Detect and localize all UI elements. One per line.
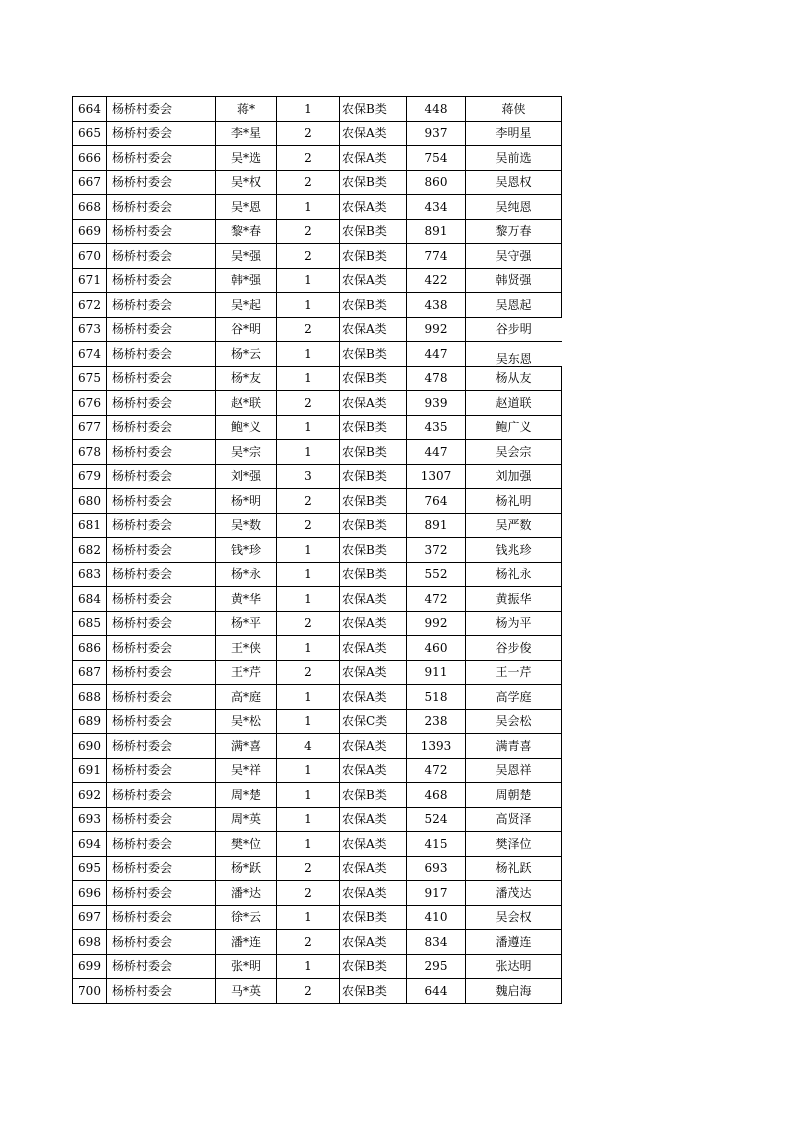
count-cell: 1 [277,97,340,122]
full-name-cell: 谷步明 [466,317,562,342]
amount-cell: 891 [407,513,466,538]
masked-name-cell: 黎*春 [216,219,277,244]
table-row [73,440,562,465]
count-cell: 1 [277,440,340,465]
full-name-cell: 赵道联 [466,391,562,416]
amount-cell: 472 [407,587,466,612]
amount-cell: 774 [407,244,466,269]
amount-cell: 447 [407,342,466,367]
village-cell: 杨桥村委会 [107,636,216,661]
category-cell: 农保B类 [340,293,407,318]
row-number-cell: 697 [73,905,107,930]
village-cell: 杨桥村委会 [107,685,216,710]
masked-name-cell: 刘*强 [216,464,277,489]
category-cell: 农保A类 [340,268,407,293]
masked-name-cell: 吴*强 [216,244,277,269]
table-row [73,636,562,661]
count-cell: 1 [277,366,340,391]
full-name-cell: 吴严数 [466,513,562,538]
village-cell: 杨桥村委会 [107,170,216,195]
category-cell: 农保A类 [340,930,407,955]
category-cell: 农保B类 [340,538,407,563]
row-number-cell: 682 [73,538,107,563]
count-cell: 2 [277,391,340,416]
amount-cell: 438 [407,293,466,318]
masked-name-cell: 徐*云 [216,905,277,930]
village-cell: 杨桥村委会 [107,758,216,783]
village-cell: 杨桥村委会 [107,146,216,171]
table-row [73,317,562,342]
full-name-cell: 吴会宗 [466,440,562,465]
row-number-cell: 689 [73,709,107,734]
masked-name-cell: 张*明 [216,954,277,979]
amount-cell: 937 [407,121,466,146]
table-row [73,807,562,832]
row-number-cell: 685 [73,611,107,636]
full-name-cell: 黎万春 [466,219,562,244]
village-cell: 杨桥村委会 [107,317,216,342]
masked-name-cell: 吴*松 [216,709,277,734]
full-name-cell: 鲍广义 [466,415,562,440]
count-cell: 1 [277,342,340,367]
count-cell: 3 [277,464,340,489]
amount-cell: 754 [407,146,466,171]
village-cell: 杨桥村委会 [107,538,216,563]
village-cell: 杨桥村委会 [107,979,216,1004]
full-name-cell: 吴纯恩 [466,195,562,220]
table-row [73,293,562,318]
count-cell: 2 [277,244,340,269]
village-cell: 杨桥村委会 [107,856,216,881]
full-name-cell: 吴前选 [466,146,562,171]
category-cell: 农保A类 [340,587,407,612]
category-cell: 农保B类 [340,97,407,122]
row-number-cell: 680 [73,489,107,514]
masked-name-cell: 黄*华 [216,587,277,612]
masked-name-cell: 吴*宗 [216,440,277,465]
category-cell: 农保B类 [340,783,407,808]
amount-cell: 295 [407,954,466,979]
category-cell: 农保B类 [340,905,407,930]
row-number-cell: 681 [73,513,107,538]
amount-cell: 693 [407,856,466,881]
village-cell: 杨桥村委会 [107,513,216,538]
table-row [73,979,562,1004]
masked-name-cell: 潘*连 [216,930,277,955]
amount-cell: 435 [407,415,466,440]
row-number-cell: 677 [73,415,107,440]
row-number-cell: 670 [73,244,107,269]
full-name-cell: 吴恩起 [466,293,562,318]
count-cell: 1 [277,685,340,710]
full-name-cell: 吴守强 [466,244,562,269]
count-cell: 1 [277,562,340,587]
amount-cell: 524 [407,807,466,832]
category-cell: 农保B类 [340,415,407,440]
row-number-cell: 684 [73,587,107,612]
masked-name-cell: 吴*起 [216,293,277,318]
table-row [73,562,562,587]
table-row [73,366,562,391]
category-cell: 农保B类 [340,464,407,489]
category-cell: 农保A类 [340,121,407,146]
category-cell: 农保A类 [340,636,407,661]
count-cell: 2 [277,121,340,146]
table-row [73,391,562,416]
table-row [73,146,562,171]
village-cell: 杨桥村委会 [107,366,216,391]
masked-name-cell: 周*楚 [216,783,277,808]
count-cell: 1 [277,415,340,440]
row-number-cell: 673 [73,317,107,342]
amount-cell: 447 [407,440,466,465]
row-number-cell: 666 [73,146,107,171]
amount-cell: 410 [407,905,466,930]
category-cell: 农保A类 [340,146,407,171]
category-cell: 农保B类 [340,219,407,244]
category-cell: 农保C类 [340,709,407,734]
amount-cell: 992 [407,611,466,636]
full-name-cell: 蒋侠 [466,97,562,122]
village-cell: 杨桥村委会 [107,97,216,122]
category-cell: 农保B类 [340,440,407,465]
category-cell: 农保A类 [340,317,407,342]
full-name-cell: 刘加强 [466,464,562,489]
table-row [73,856,562,881]
amount-cell: 468 [407,783,466,808]
masked-name-cell: 樊*位 [216,832,277,857]
village-cell: 杨桥村委会 [107,268,216,293]
category-cell: 农保A类 [340,807,407,832]
amount-cell: 372 [407,538,466,563]
amount-cell: 422 [407,268,466,293]
village-cell: 杨桥村委会 [107,391,216,416]
masked-name-cell: 潘*达 [216,881,277,906]
row-number-cell: 686 [73,636,107,661]
row-number-cell: 691 [73,758,107,783]
category-cell: 农保A类 [340,611,407,636]
village-cell: 杨桥村委会 [107,293,216,318]
village-cell: 杨桥村委会 [107,219,216,244]
full-name-cell: 王一芹 [466,660,562,685]
row-number-cell: 683 [73,562,107,587]
masked-name-cell: 马*英 [216,979,277,1004]
table-row [73,513,562,538]
category-cell: 农保A类 [340,832,407,857]
masked-name-cell: 杨*云 [216,342,277,367]
full-name-cell: 满青喜 [466,734,562,759]
count-cell: 2 [277,856,340,881]
category-cell: 农保B类 [340,366,407,391]
table-row [73,97,562,122]
count-cell: 2 [277,317,340,342]
full-name-cell: 张达明 [466,954,562,979]
category-cell: 农保B类 [340,170,407,195]
full-name-cell: 黄振华 [466,587,562,612]
masked-name-cell: 杨*平 [216,611,277,636]
masked-name-cell: 王*侠 [216,636,277,661]
row-number-cell: 696 [73,881,107,906]
table-row [73,881,562,906]
full-name-cell: 吴恩祥 [466,758,562,783]
table-row [73,832,562,857]
village-cell: 杨桥村委会 [107,905,216,930]
full-name-cell: 杨礼明 [466,489,562,514]
table-row [73,905,562,930]
village-cell: 杨桥村委会 [107,342,216,367]
full-name-cell: 潘茂达 [466,881,562,906]
row-number-cell: 687 [73,660,107,685]
masked-name-cell: 谷*明 [216,317,277,342]
row-number-cell: 693 [73,807,107,832]
masked-name-cell: 王*芹 [216,660,277,685]
masked-name-cell: 吴*祥 [216,758,277,783]
row-number-cell: 692 [73,783,107,808]
row-number-cell: 665 [73,121,107,146]
category-cell: 农保A类 [340,391,407,416]
table-row [73,783,562,808]
masked-name-cell: 杨*跃 [216,856,277,881]
category-cell: 农保B类 [340,954,407,979]
amount-cell: 460 [407,636,466,661]
row-number-cell: 674 [73,342,107,367]
full-name-cell: 周朝楚 [466,783,562,808]
masked-name-cell: 吴*选 [216,146,277,171]
category-cell: 农保A类 [340,758,407,783]
row-number-cell: 669 [73,219,107,244]
amount-cell: 448 [407,97,466,122]
count-cell: 1 [277,709,340,734]
masked-name-cell: 鲍*义 [216,415,277,440]
count-cell: 2 [277,513,340,538]
full-name-cell: 潘遵连 [466,930,562,955]
village-cell: 杨桥村委会 [107,783,216,808]
village-cell: 杨桥村委会 [107,121,216,146]
count-cell: 1 [277,783,340,808]
allowance-table [72,96,562,1004]
amount-cell: 478 [407,366,466,391]
table-row [73,489,562,514]
table-row [73,268,562,293]
table-body [73,97,562,1004]
amount-cell: 939 [407,391,466,416]
amount-cell: 891 [407,219,466,244]
full-name-cell: 钱兆珍 [466,538,562,563]
full-name-cell: 樊泽位 [466,832,562,857]
full-name-cell: 韩贤强 [466,268,562,293]
masked-name-cell: 韩*强 [216,268,277,293]
category-cell: 农保A类 [340,685,407,710]
village-cell: 杨桥村委会 [107,807,216,832]
count-cell: 2 [277,660,340,685]
masked-name-cell: 吴*权 [216,170,277,195]
count-cell: 1 [277,832,340,857]
table-row [73,685,562,710]
full-name-cell: 吴东恩 [466,342,562,367]
row-number-cell: 695 [73,856,107,881]
full-name-cell: 吴会权 [466,905,562,930]
masked-name-cell: 周*英 [216,807,277,832]
masked-name-cell: 钱*珍 [216,538,277,563]
masked-name-cell: 吴*数 [216,513,277,538]
amount-cell: 917 [407,881,466,906]
full-name-cell: 杨从友 [466,366,562,391]
table-row [73,244,562,269]
count-cell: 1 [277,587,340,612]
amount-cell: 552 [407,562,466,587]
amount-cell: 518 [407,685,466,710]
amount-cell: 1393 [407,734,466,759]
table-row [73,734,562,759]
full-name-cell: 吴会松 [466,709,562,734]
village-cell: 杨桥村委会 [107,832,216,857]
full-name-cell: 杨礼永 [466,562,562,587]
amount-cell: 472 [407,758,466,783]
amount-cell: 644 [407,979,466,1004]
full-name-cell: 高贤泽 [466,807,562,832]
village-cell: 杨桥村委会 [107,734,216,759]
count-cell: 1 [277,636,340,661]
count-cell: 1 [277,195,340,220]
category-cell: 农保B类 [340,489,407,514]
table-row [73,709,562,734]
table-row [73,121,562,146]
category-cell: 农保A类 [340,195,407,220]
village-cell: 杨桥村委会 [107,587,216,612]
masked-name-cell: 满*喜 [216,734,277,759]
masked-name-cell: 杨*明 [216,489,277,514]
count-cell: 1 [277,807,340,832]
amount-cell: 1307 [407,464,466,489]
category-cell: 农保B类 [340,342,407,367]
village-cell: 杨桥村委会 [107,709,216,734]
table-row [73,758,562,783]
category-cell: 农保B类 [340,562,407,587]
full-name-cell: 杨礼跃 [466,856,562,881]
table-row [73,195,562,220]
row-number-cell: 672 [73,293,107,318]
count-cell: 2 [277,219,340,244]
full-name-cell: 吴恩权 [466,170,562,195]
category-cell: 农保A类 [340,856,407,881]
amount-cell: 911 [407,660,466,685]
village-cell: 杨桥村委会 [107,930,216,955]
masked-name-cell: 杨*友 [216,366,277,391]
table-row [73,930,562,955]
table-row [73,415,562,440]
count-cell: 1 [277,905,340,930]
village-cell: 杨桥村委会 [107,660,216,685]
table-row [73,464,562,489]
full-name-cell: 杨为平 [466,611,562,636]
table-row [73,611,562,636]
row-number-cell: 694 [73,832,107,857]
table-row [73,587,562,612]
masked-name-cell: 吴*恩 [216,195,277,220]
full-name-cell: 高学庭 [466,685,562,710]
village-cell: 杨桥村委会 [107,611,216,636]
count-cell: 1 [277,268,340,293]
amount-cell: 992 [407,317,466,342]
count-cell: 2 [277,611,340,636]
count-cell: 2 [277,979,340,1004]
table-row [73,342,562,367]
row-number-cell: 668 [73,195,107,220]
row-number-cell: 700 [73,979,107,1004]
count-cell: 1 [277,538,340,563]
amount-cell: 415 [407,832,466,857]
row-number-cell: 671 [73,268,107,293]
masked-name-cell: 杨*永 [216,562,277,587]
count-cell: 4 [277,734,340,759]
full-name-cell: 魏启海 [466,979,562,1004]
row-number-cell: 667 [73,170,107,195]
row-number-cell: 675 [73,366,107,391]
row-number-cell: 690 [73,734,107,759]
village-cell: 杨桥村委会 [107,464,216,489]
row-number-cell: 664 [73,97,107,122]
row-number-cell: 688 [73,685,107,710]
amount-cell: 238 [407,709,466,734]
full-name-cell: 谷步俊 [466,636,562,661]
count-cell: 1 [277,293,340,318]
amount-cell: 860 [407,170,466,195]
masked-name-cell: 李*星 [216,121,277,146]
row-number-cell: 698 [73,930,107,955]
village-cell: 杨桥村委会 [107,954,216,979]
full-name-cell: 李明星 [466,121,562,146]
masked-name-cell: 高*庭 [216,685,277,710]
category-cell: 农保B类 [340,244,407,269]
amount-cell: 834 [407,930,466,955]
table-row [73,660,562,685]
table-row [73,538,562,563]
table-row [73,954,562,979]
count-cell: 2 [277,881,340,906]
village-cell: 杨桥村委会 [107,195,216,220]
village-cell: 杨桥村委会 [107,562,216,587]
count-cell: 2 [277,146,340,171]
count-cell: 2 [277,930,340,955]
category-cell: 农保A类 [340,734,407,759]
count-cell: 1 [277,954,340,979]
category-cell: 农保B类 [340,513,407,538]
table-row [73,219,562,244]
village-cell: 杨桥村委会 [107,415,216,440]
category-cell: 农保A类 [340,660,407,685]
village-cell: 杨桥村委会 [107,440,216,465]
count-cell: 1 [277,758,340,783]
count-cell: 2 [277,489,340,514]
category-cell: 农保B类 [340,979,407,1004]
row-number-cell: 678 [73,440,107,465]
village-cell: 杨桥村委会 [107,244,216,269]
row-number-cell: 676 [73,391,107,416]
amount-cell: 434 [407,195,466,220]
category-cell: 农保A类 [340,881,407,906]
table-row [73,170,562,195]
masked-name-cell: 蒋* [216,97,277,122]
amount-cell: 764 [407,489,466,514]
village-cell: 杨桥村委会 [107,489,216,514]
row-number-cell: 679 [73,464,107,489]
row-number-cell: 699 [73,954,107,979]
count-cell: 2 [277,170,340,195]
masked-name-cell: 赵*联 [216,391,277,416]
village-cell: 杨桥村委会 [107,881,216,906]
